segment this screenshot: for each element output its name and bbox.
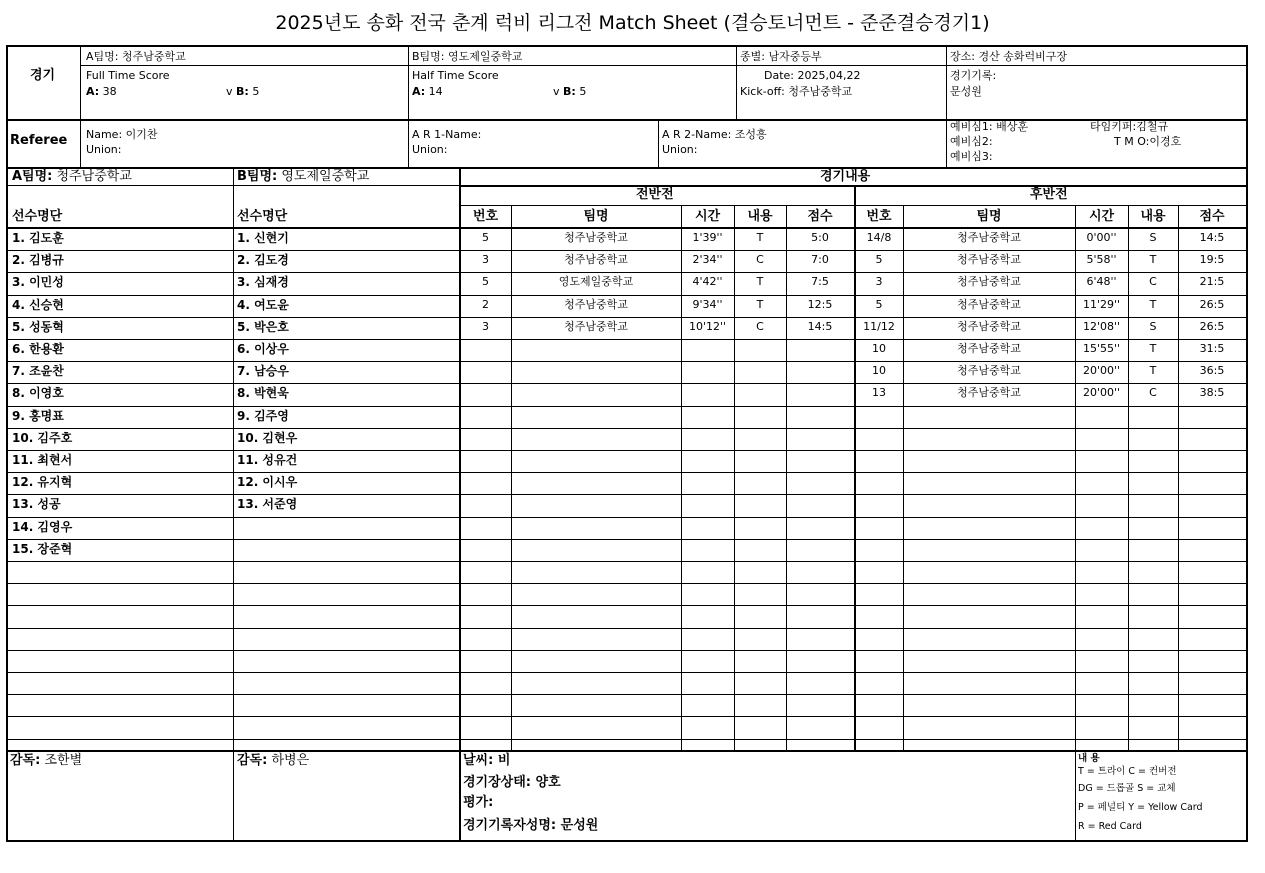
- second-half-time: 5'58'': [1086, 253, 1117, 266]
- player-a-item: 6. 한용환: [12, 342, 64, 356]
- player-a-item: 1. 김도훈: [12, 231, 64, 245]
- match-content-header: 경기내용: [820, 169, 871, 184]
- second-half-number: 5: [875, 298, 883, 311]
- full-b-label: B:: [236, 85, 249, 98]
- first-half-team: 청주남중학교: [564, 253, 628, 266]
- coach-a-label: 감독:: [10, 753, 41, 768]
- first-half-event: C: [756, 320, 764, 333]
- a-team-name: A팀명: 청주남중학교: [86, 50, 186, 63]
- player-a-item: 7. 조윤찬: [12, 364, 64, 378]
- second-half-number: 14/8: [866, 231, 892, 244]
- player-b-item: 8. 박현욱: [237, 386, 289, 400]
- second-half-event: C: [1149, 386, 1157, 399]
- second-half-header: 후반전: [1030, 187, 1068, 202]
- b-team-label: B팀명:: [237, 169, 278, 184]
- first-half-event: T: [756, 298, 764, 311]
- first-half-team: 청주남중학교: [564, 298, 628, 311]
- first-half-col-header: 점수: [807, 209, 833, 224]
- first-half-time: 1'39'': [692, 231, 723, 244]
- second-half-col-header: 번호: [866, 209, 892, 224]
- full-b-score: 5: [252, 85, 260, 98]
- second-half-number: 13: [872, 386, 886, 399]
- roster-header-a: 선수명단: [12, 209, 63, 224]
- player-a-item: 8. 이영호: [12, 386, 64, 400]
- evaluation: 평가:: [463, 795, 494, 810]
- legend-line-4: R = Red Card: [1078, 821, 1142, 832]
- second-half-score: 31:5: [1199, 342, 1225, 355]
- player-a-item: 10. 김주호: [12, 431, 73, 445]
- second-half-score: 38:5: [1199, 386, 1225, 399]
- second-half-event: T: [1149, 298, 1157, 311]
- ground-condition: 경기장상태: 양호: [463, 775, 561, 790]
- second-half-time: 12'08'': [1082, 320, 1121, 333]
- first-half-number: 2: [482, 298, 489, 311]
- player-a-item: 14. 김영우: [12, 520, 73, 534]
- second-half-team: 청주남중학교: [957, 231, 1021, 244]
- player-b-item: 3. 심재경: [237, 275, 289, 289]
- second-half-col-header: 점수: [1199, 209, 1225, 224]
- first-half-score: 5:0: [811, 231, 829, 244]
- second-half-team: 청주남중학교: [957, 320, 1021, 333]
- full-a-label: A:: [86, 85, 100, 98]
- legend-title: 내 용: [1078, 753, 1100, 764]
- player-a-item: 15. 장준혁: [12, 542, 73, 556]
- first-half-header: 전반전: [636, 187, 674, 202]
- coach-b-label: 감독:: [237, 753, 268, 768]
- half-time-label: Half Time Score: [412, 69, 499, 82]
- weather: 날씨: 비: [463, 753, 511, 768]
- first-half-event: C: [756, 253, 764, 266]
- tmo: T M O:이경호: [1114, 135, 1182, 148]
- second-half-score: 21:5: [1199, 275, 1225, 288]
- player-b-item: 2. 김도경: [237, 253, 289, 267]
- match-sheet: [6, 45, 1248, 842]
- second-half-number: 10: [872, 342, 886, 355]
- ar1-name: A R 1-Name:: [412, 128, 482, 141]
- game-label: 경기: [30, 68, 56, 83]
- second-half-team: 청주남중학교: [957, 364, 1021, 377]
- a-team-label: A팀명:: [12, 169, 53, 184]
- second-half-time: 6'48'': [1086, 275, 1117, 288]
- player-a-item: 4. 신승현: [12, 298, 64, 312]
- second-half-event: S: [1149, 231, 1157, 244]
- second-half-event: S: [1149, 320, 1157, 333]
- second-half-event: C: [1149, 275, 1157, 288]
- legend-line-3: P = 페널티 Y = Yellow Card: [1078, 802, 1203, 813]
- second-half-number: 3: [875, 275, 883, 288]
- player-b-item: 13. 서준영: [237, 497, 298, 511]
- second-half-team: 청주남중학교: [957, 253, 1021, 266]
- referee-label: Referee: [10, 133, 68, 148]
- full-v: v: [226, 85, 233, 98]
- player-a-item: 5. 성동혁: [12, 320, 64, 334]
- second-half-time: 11'29'': [1082, 298, 1121, 311]
- first-half-score: 7:0: [811, 253, 829, 266]
- b-team-name: B팀명: 영도제일중학교: [412, 50, 523, 63]
- legend-line-2: DG = 드롭골 S = 교체: [1078, 783, 1176, 794]
- kickoff: Kick-off: 청주남중학교: [740, 85, 853, 98]
- first-half-col-header: 팀명: [583, 209, 609, 224]
- referee-union: Union:: [86, 143, 122, 156]
- first-half-col-header: 내용: [747, 209, 773, 224]
- first-half-time: 10'12'': [688, 320, 727, 333]
- first-half-event: T: [756, 231, 764, 244]
- first-half-time: 9'34'': [692, 298, 723, 311]
- first-half-event: T: [756, 275, 764, 288]
- first-half-team: 영도제일중학교: [558, 275, 634, 288]
- player-a-item: 9. 홍명표: [12, 409, 64, 423]
- ar2-name: A R 2-Name: 조성흥: [662, 128, 767, 141]
- player-b-item: 11. 성유건: [237, 453, 298, 467]
- category: 종별: 남자중등부: [740, 50, 822, 63]
- second-half-number: 10: [872, 364, 886, 377]
- second-half-col-header: 내용: [1140, 209, 1166, 224]
- second-half-number: 5: [875, 253, 883, 266]
- first-half-time: 2'34'': [692, 253, 723, 266]
- half-b-score: 5: [579, 85, 587, 98]
- first-half-col-header: 번호: [472, 209, 499, 224]
- first-half-number: 5: [482, 231, 489, 244]
- venue: 장소: 경산 송화럭비구장: [950, 50, 1067, 63]
- second-half-time: 20'00'': [1082, 386, 1121, 399]
- ar2-union: Union:: [662, 143, 698, 156]
- first-half-team: 청주남중학교: [564, 231, 628, 244]
- first-half-score: 14:5: [807, 320, 833, 333]
- first-half-number: 5: [482, 275, 489, 288]
- player-a-item: 11. 최현서: [12, 453, 73, 467]
- timekeeper: 타임키퍼:김철규: [1090, 120, 1169, 133]
- second-half-team: 청주남중학교: [957, 386, 1021, 399]
- first-half-col-header: 시간: [694, 209, 721, 224]
- second-half-col-header: 팀명: [976, 209, 1002, 224]
- coach-b-name: 하병은: [271, 753, 310, 768]
- half-v: v: [553, 85, 560, 98]
- second-half-team: 청주남중학교: [957, 342, 1021, 355]
- player-b-item: 1. 신현기: [237, 231, 289, 245]
- player-b-item: 9. 김주영: [237, 409, 289, 423]
- full-a-score: 38: [102, 85, 117, 98]
- second-half-score: 36:5: [1199, 364, 1225, 377]
- recorder-signature: 경기기록자성명: 문성원: [463, 818, 599, 833]
- player-a-item: 13. 성공: [12, 497, 61, 511]
- first-half-time: 4'42'': [692, 275, 723, 288]
- recorder-name: 문성원: [950, 85, 982, 98]
- second-half-score: 26:5: [1199, 320, 1225, 333]
- player-a-item: 12. 유지혁: [12, 475, 73, 489]
- player-a-item: 3. 이민성: [12, 275, 64, 289]
- half-a-label: A:: [412, 85, 426, 98]
- full-time-label: Full Time Score: [86, 69, 170, 82]
- second-half-col-header: 시간: [1088, 209, 1115, 224]
- half-b-label: B:: [563, 85, 576, 98]
- recorder-label: 경기기록:: [950, 69, 997, 82]
- roster-header-b: 선수명단: [237, 209, 288, 224]
- b-team-header-name: 영도제일중학교: [281, 169, 370, 184]
- legend-line-1: T = 트라이 C = 컨버전: [1078, 766, 1177, 777]
- second-half-time: 20'00'': [1082, 364, 1121, 377]
- second-half-team: 청주남중학교: [957, 275, 1021, 288]
- second-half-time: 15'55'': [1082, 342, 1121, 355]
- player-b-item: 6. 이상우: [237, 342, 289, 356]
- player-b-item: 12. 이시우: [237, 475, 298, 489]
- second-half-score: 19:5: [1199, 253, 1225, 266]
- reserve-referee-1: 예비심1: 배상훈: [950, 120, 1028, 133]
- player-b-item: 10. 김현우: [237, 431, 298, 445]
- first-half-score: 12:5: [807, 298, 833, 311]
- player-b-item: 4. 여도윤: [237, 298, 289, 312]
- half-a-score: 14: [428, 85, 443, 98]
- reserve-referee-3: 예비심3:: [950, 150, 993, 163]
- second-half-score: 26:5: [1199, 298, 1225, 311]
- second-half-score: 14:5: [1199, 231, 1225, 244]
- coach-a-name: 조한별: [44, 753, 83, 768]
- second-half-team: 청주남중학교: [957, 298, 1021, 311]
- second-half-event: T: [1149, 364, 1157, 377]
- reserve-referee-2: 예비심2:: [950, 135, 993, 148]
- player-b-item: 7. 남승우: [237, 364, 289, 378]
- match-date: Date: 2025,04,22: [764, 69, 861, 82]
- a-team-header-name: 청주남중학교: [56, 169, 132, 184]
- player-a-item: 2. 김병규: [12, 253, 64, 267]
- second-half-time: 0'00'': [1086, 231, 1117, 244]
- player-b-item: 5. 박은호: [237, 320, 289, 334]
- ar1-union: Union:: [412, 143, 448, 156]
- first-half-score: 7:5: [811, 275, 829, 288]
- second-half-event: T: [1149, 253, 1157, 266]
- first-half-team: 청주남중학교: [564, 320, 628, 333]
- referee-name: Name: 이기찬: [86, 128, 158, 141]
- first-half-number: 3: [482, 253, 489, 266]
- page-title: 2025년도 송화 전국 춘계 럭비 리그전 Match Sheet (결승토너먼트 - 준준결승경기1): [275, 12, 990, 34]
- second-half-event: T: [1149, 342, 1157, 355]
- second-half-number: 11/12: [863, 320, 895, 333]
- first-half-number: 3: [482, 320, 489, 333]
